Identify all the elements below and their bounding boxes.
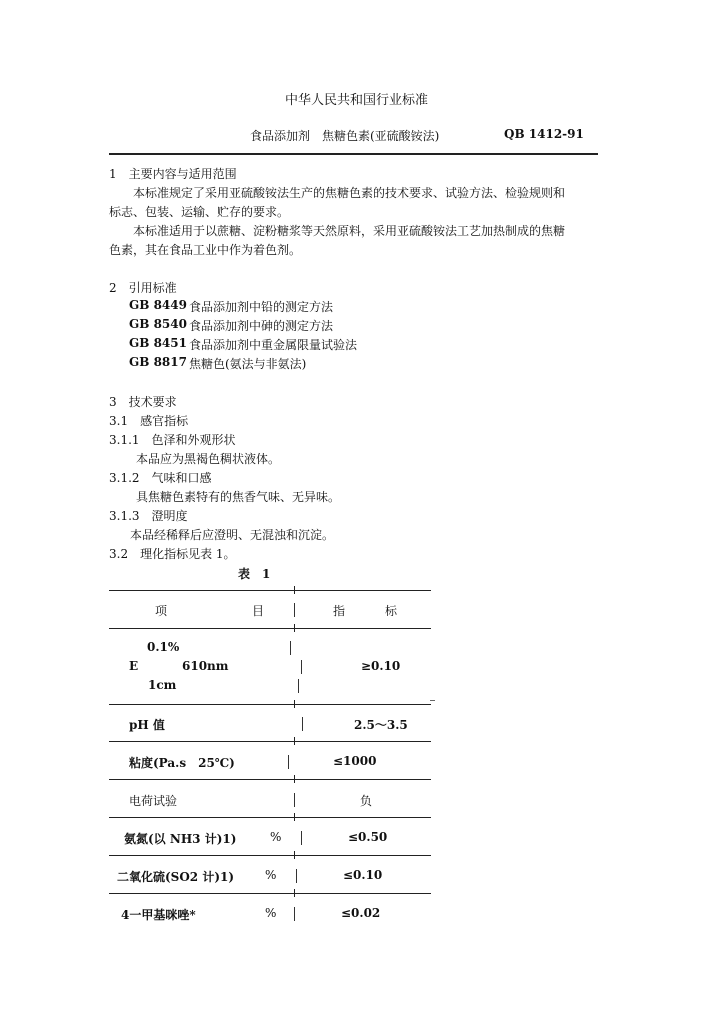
- table-rule: [109, 855, 431, 856]
- table-col-divider: [294, 603, 295, 617]
- ref-title: 食品添加剂中重金属限量试验法: [189, 338, 358, 352]
- section-3-1-1-heading: 3.1.1 色泽和外观形状: [109, 433, 236, 447]
- table-head-value: 指: [333, 604, 346, 618]
- table-rule: [109, 590, 431, 591]
- section-1-para1-line2: 标志、包装、运输、贮存的要求。: [109, 205, 290, 219]
- table-head-value: 标: [385, 604, 398, 618]
- table-col-divider: [298, 679, 299, 693]
- section-3-1-3-text: 本品经稀释后应澄明、无混浊和沉淀。: [130, 528, 335, 542]
- table-cell-item: 二氧化硫(SO2 计)1): [117, 870, 235, 884]
- section-1-para2-line1: 本标准适用于以蔗糖、淀粉糖浆等天然原料，采用亚硫酸铵法工艺加热制成的焦糖: [133, 224, 566, 238]
- table-cell-value: 负: [360, 794, 373, 808]
- table-cell-value: ≤0.50: [348, 830, 388, 844]
- table-rule: [109, 628, 431, 629]
- ref-code: GB 8540: [129, 317, 187, 331]
- table-cell-unit: %: [265, 906, 277, 920]
- table-col-divider: [294, 907, 295, 921]
- e-row-symbol: E: [129, 659, 139, 673]
- e-row-pathlength: 1cm: [148, 678, 177, 692]
- table-cell-value: ≤0.02: [341, 906, 381, 920]
- ref-title: 食品添加剂中砷的测定方法: [189, 319, 334, 333]
- header-rule: [109, 153, 598, 155]
- e-row-wavelength: 610nm: [182, 659, 229, 673]
- ref-code: GB 8817: [129, 355, 187, 369]
- ref-title: 焦糖色(氨法与非氨法): [189, 357, 307, 371]
- section-3-2-heading: 3.2 理化指标见表 1。: [109, 547, 236, 561]
- table-cell-value: ≤0.10: [343, 868, 383, 882]
- table-cell-item: 粘度(Pa.s 25℃): [129, 756, 235, 770]
- table-rule: [109, 779, 431, 780]
- table-col-divider: [296, 869, 297, 883]
- table-col-divider: [288, 755, 289, 769]
- table-cell-item: 氨氮(以 NH3 计)1): [124, 832, 237, 846]
- table-col-divider: [294, 793, 295, 807]
- section-1-para2-line2: 色素，其在食品工业中作为着色剂。: [109, 243, 302, 257]
- ref-title: 食品添加剂中铅的测定方法: [189, 300, 334, 314]
- table-cell-item: 电荷试验: [129, 794, 178, 808]
- section-1-heading: 1 主要内容与适用范围: [109, 167, 237, 181]
- section-3-1-2-heading: 3.1.2 气味和口感: [109, 471, 212, 485]
- table-col-divider: [290, 641, 291, 655]
- section-3-1-heading: 3.1 感官指标: [109, 414, 189, 428]
- table-cell-value: ≤1000: [333, 754, 377, 768]
- table-caption: 表 1: [238, 567, 271, 581]
- table-tick: [294, 813, 295, 821]
- table-col-divider: [302, 717, 303, 731]
- table-head-item: 项: [155, 604, 168, 618]
- table-tick: [294, 737, 295, 745]
- document-org: 中华人民共和国行业标准: [285, 93, 429, 108]
- table-cell-item: pH 值: [129, 718, 165, 732]
- section-3-heading: 3 技术要求: [109, 395, 177, 409]
- document-code: QB 1412-91: [504, 127, 584, 141]
- table-rule: [109, 893, 431, 894]
- table-cell-unit: %: [270, 830, 282, 844]
- section-3-1-1-text: 本品应为黑褐色稠状液体。: [136, 452, 281, 466]
- section-2-heading: 2 引用标准: [109, 281, 177, 295]
- table-tick: [294, 775, 295, 783]
- table-rule: [109, 741, 431, 742]
- table-head-item: 目: [252, 604, 265, 618]
- table-rule: [109, 704, 431, 705]
- e-row-percent: 0.1%: [147, 640, 180, 654]
- e-row-value: ≥0.10: [361, 659, 401, 673]
- table-tick: [294, 889, 295, 897]
- ref-code: GB 8449: [129, 298, 187, 312]
- section-1-para1-line1: 本标准规定了采用亚硫酸铵法生产的焦糖色素的技术要求、试验方法、检验规则和: [133, 186, 566, 200]
- table-rule: [109, 817, 431, 818]
- table-tick: [294, 700, 295, 708]
- table-rule-stub: [430, 700, 435, 701]
- table-cell-unit: %: [265, 868, 277, 882]
- section-3-1-3-heading: 3.1.3 澄明度: [109, 509, 188, 523]
- table-col-divider: [301, 831, 302, 845]
- document-title: 食品添加剂 焦糖色素(亚硫酸铵法): [250, 129, 440, 143]
- table-tick: [294, 586, 295, 594]
- table-col-divider: [301, 660, 302, 674]
- table-tick: [294, 851, 295, 859]
- section-3-1-2-text: 具焦糖色素特有的焦香气味、无异味。: [136, 490, 341, 504]
- ref-code: GB 8451: [129, 336, 187, 350]
- table-tick: [294, 624, 295, 632]
- table-cell-value: 2.5～3.5: [354, 718, 408, 732]
- table-cell-item: 4一甲基咪唑*: [121, 908, 196, 922]
